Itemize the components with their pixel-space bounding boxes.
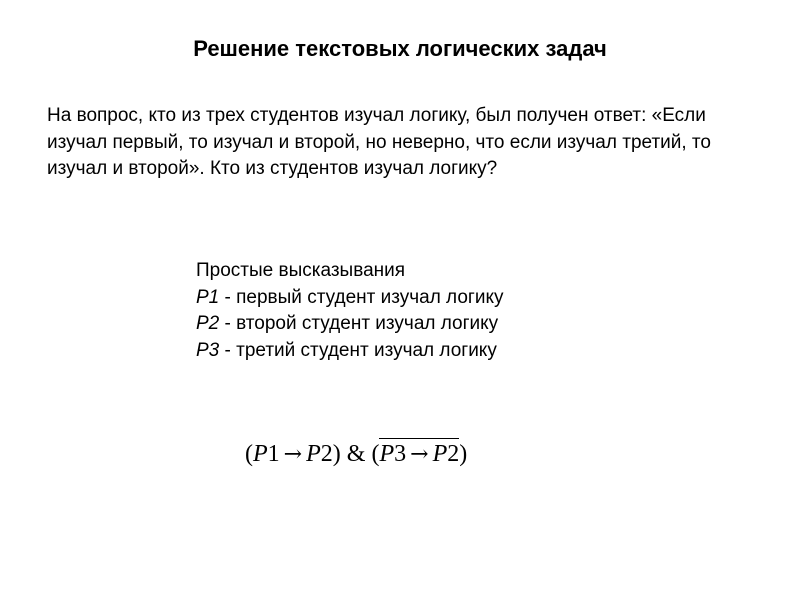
formula-and: & (340, 441, 372, 467)
formula-index: 3 (394, 441, 407, 467)
problem-text: На вопрос, кто из трех студентов изучал логику, был получен ответ: «Если изучал первый, то изучал и второй, но неверно, что если изучал третий, то изучал и второй». Кто из студентов изучал логику? (47, 105, 711, 179)
formula-index: 2 (320, 441, 333, 467)
formula-var: P (253, 441, 268, 467)
formula-var: P (379, 441, 395, 467)
logic-formula (245, 438, 467, 471)
statement-text: - второй студент изучал логику (219, 313, 499, 334)
formula-index: 2 (447, 441, 460, 467)
negation-overline (379, 438, 459, 469)
formula-paren: ( (371, 441, 380, 467)
simple-statements (196, 258, 504, 364)
statements-heading: Простые высказывания (196, 260, 406, 281)
formula-paren: ) (332, 441, 341, 467)
formula-index: 1 (267, 441, 280, 467)
implication-arrow-icon: → (283, 442, 303, 467)
statement-var: P2 (196, 313, 220, 334)
statement-text: - первый студент изучал логику (219, 286, 504, 308)
formula-var: P (306, 441, 321, 467)
formula-paren: ( (245, 441, 253, 467)
implication-arrow-icon: → (410, 442, 429, 467)
slide-title: Решение текстовых логических задач (193, 36, 607, 61)
formula-var: P (432, 441, 448, 467)
statement-var: P1 (196, 286, 220, 308)
statement-p2 (196, 311, 504, 338)
formula-paren: ) (459, 441, 468, 467)
statement-var: P3 (196, 339, 220, 361)
statement-text: - третий студент изучал логику (219, 339, 497, 361)
statement-p3 (196, 338, 504, 365)
statement-p1 (196, 285, 504, 312)
